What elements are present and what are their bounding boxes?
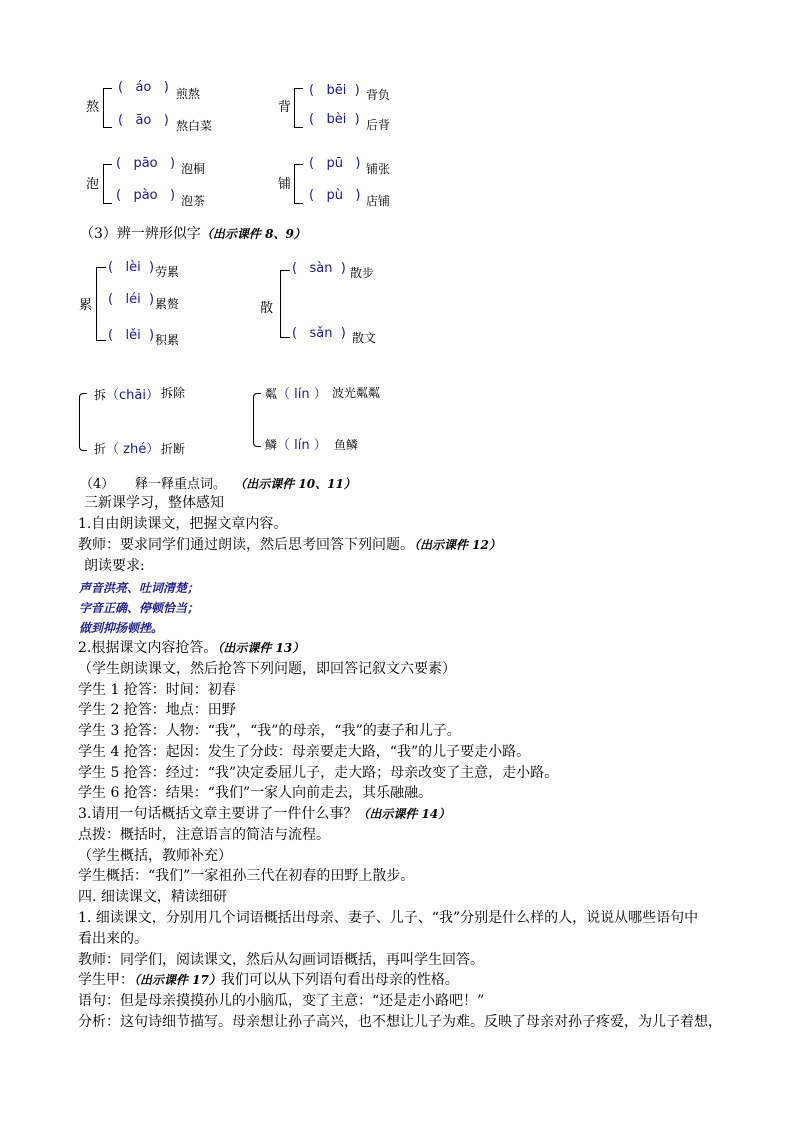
pinyin-lei-1: ( lèi ) xyxy=(108,260,155,275)
char-pao: 泡 xyxy=(86,177,100,192)
word-lei-3: 积累 xyxy=(155,333,180,347)
section3-heading: （3）辨一辨形似字（出示课件 8、9） xyxy=(80,226,306,242)
row-chai: 拆（chāi） xyxy=(94,388,160,403)
pinyin-ao-2: ( āo ) xyxy=(118,113,169,128)
student-a: 学生甲：（出示课件 17）我们可以从下列语句看出母亲的性格。 xyxy=(78,972,459,988)
word-ao-1: 煎熬 xyxy=(176,87,201,101)
section4-heading: （4） 释一释重点词。 （出示课件 10、11） xyxy=(80,477,356,492)
brace xyxy=(103,164,112,204)
student-4: 学生 4 抢答：起因：发生了分歧：母亲要走大路，“我”的儿子要走小路。 xyxy=(78,744,531,760)
analysis: 分析：这句诗细节描写。母亲想让孙子高兴，也不想让儿子为难。反映了母亲对孙子疼爱，为儿子着想， xyxy=(78,1014,722,1030)
requirement-1: 声音洪亮、吐词清楚； xyxy=(79,581,200,595)
requirement-2: 字音正确、停顿恰当； xyxy=(79,601,200,615)
row-lin-2: 鳞（ lín ） xyxy=(265,438,327,453)
pinyin-pao-2: ( pào ) xyxy=(116,188,176,203)
brace xyxy=(280,270,290,338)
char-pu: 铺 xyxy=(278,177,292,192)
sentence: 语句：但是母亲摸摸孙儿的小脑瓜，变了主意：“还是走小路吧！” xyxy=(78,993,485,1009)
word-lin-2: 鱼鳞 xyxy=(334,438,359,452)
pinyin-bei-1: ( bēi ) xyxy=(309,83,360,98)
pinyin-pu-1: ( pū ) xyxy=(309,156,361,171)
pinyin-pao-1: ( pāo ) xyxy=(116,156,176,171)
brace xyxy=(253,393,261,447)
brace xyxy=(103,88,112,128)
word-pao-2: 泡茶 xyxy=(181,194,206,208)
row-zhe: 折（ zhé） xyxy=(94,442,160,457)
note: （学生概括，教师补充） xyxy=(78,848,232,864)
teacher-line-2: 教师：同学们，阅读课文，然后从勾画词语概括，再叫学生回答。 xyxy=(78,952,484,968)
heading-new-lesson: 三新课学习，整体感知 xyxy=(84,495,224,511)
brace xyxy=(294,164,303,204)
word-pao-1: 泡桐 xyxy=(181,162,206,176)
char-bei: 背 xyxy=(278,100,292,115)
pinyin-san-2: ( sǎn ) xyxy=(292,326,346,341)
word-bei-2: 后背 xyxy=(366,118,391,132)
brace xyxy=(96,267,106,341)
word-bei-1: 背负 xyxy=(366,88,391,102)
student-1: 学生 1 抢答：时间：初春 xyxy=(78,682,236,698)
pinyin-lei-3: ( lěi ) xyxy=(108,328,155,343)
heading-detailed-reading: 四. 细读课文，精读细研 xyxy=(78,889,227,905)
student-5: 学生 5 抢答：经过：“我”决定委屈儿子，走大路；母亲改变了主意，走小路。 xyxy=(78,765,559,781)
pinyin-lei-2: ( léi ) xyxy=(108,292,155,307)
reading-requirement-label: 朗读要求: xyxy=(84,558,145,574)
brace xyxy=(294,88,303,128)
row-lin-1: 粼（ lín ） xyxy=(265,387,327,402)
word-ao-2: 熬白菜 xyxy=(176,119,213,133)
word-chai: 拆除 xyxy=(161,386,186,400)
item-4-cont: 看出来的。 xyxy=(78,931,148,947)
pinyin-ao-1: ( áo ) xyxy=(118,80,169,95)
char-lei: 累 xyxy=(79,298,93,313)
student-2: 学生 2 抢答：地点：田野 xyxy=(78,702,236,718)
teacher-line: 教师：要求同学们通过朗读，然后思考回答下列问题。（出示课件 12） xyxy=(78,537,501,553)
word-pu-2: 店铺 xyxy=(366,194,391,208)
summary: 学生概括：“我们”一家祖孙三代在初春的田野上散步。 xyxy=(78,868,415,884)
brace xyxy=(79,393,87,451)
pinyin-san-1: ( sàn ) xyxy=(292,261,346,276)
item-2: 2.根据课文内容抢答。（出示课件 13） xyxy=(78,640,305,656)
requirement-3: 做到抑扬顿挫。 xyxy=(79,621,164,635)
student-6: 学生 6 抢答：结果：“我们”一家人向前走去，其乐融融。 xyxy=(78,785,433,801)
char-san: 散 xyxy=(260,301,274,316)
word-lin-1: 波光粼粼 xyxy=(332,386,381,400)
word-lei-1: 劳累 xyxy=(155,265,180,279)
word-zhe: 折断 xyxy=(161,442,186,456)
item-1: 1.自由朗读课文，把握文章内容。 xyxy=(78,516,288,532)
hint: 点拨：概括时，注意语言的简洁与流程。 xyxy=(78,827,330,843)
item-3: 3.请用一句话概括文章主要讲了一件什么事？（出示课件 14） xyxy=(78,806,451,822)
item-4: 1. 细读课文，分别用几个词语概括出母亲、妻子、儿子、“我”分别是什么样的人，说说从哪些语句中 xyxy=(78,910,699,926)
word-lei-2: 累赘 xyxy=(155,297,180,311)
instruction: （学生朗读课文，然后抢答下列问题，即回答记叙文六要素） xyxy=(78,661,456,677)
student-3: 学生 3 抢答：人物：“我”，“我”的母亲，“我”的妻子和儿子。 xyxy=(78,723,461,739)
pinyin-bei-2: ( bèi ) xyxy=(309,112,360,127)
char-ao: 熬 xyxy=(86,100,100,115)
word-san-1: 散步 xyxy=(350,266,375,280)
word-pu-1: 铺张 xyxy=(366,162,391,176)
word-san-2: 散文 xyxy=(352,331,377,345)
pinyin-pu-2: ( pù ) xyxy=(309,188,361,203)
